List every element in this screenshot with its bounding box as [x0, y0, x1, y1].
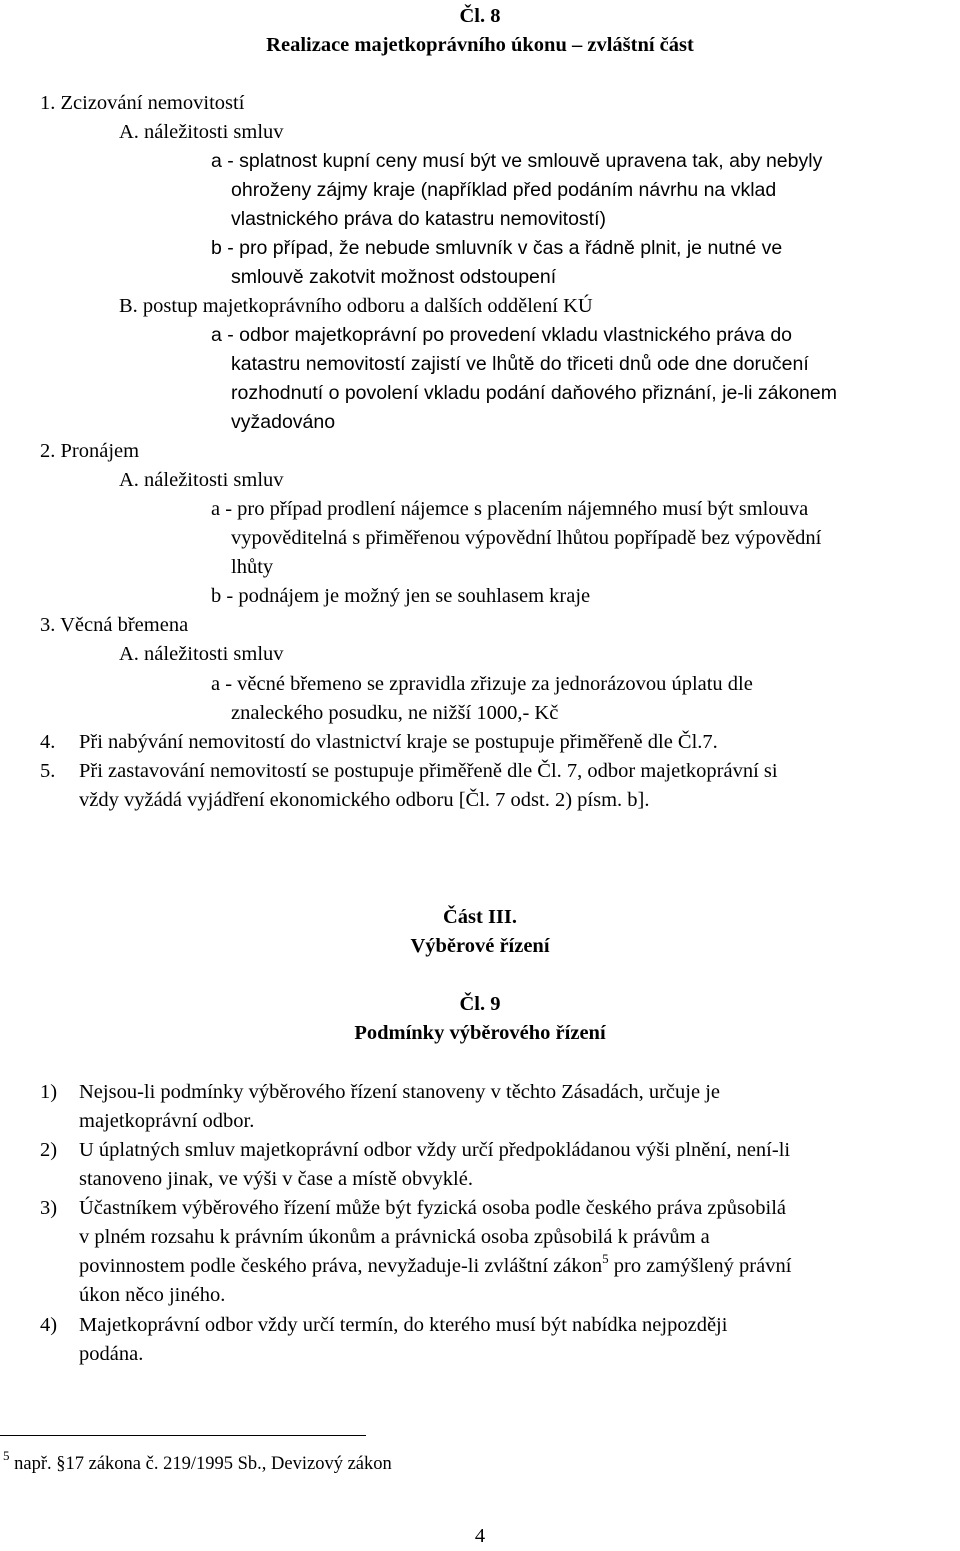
list-item-line [79, 1252, 791, 1281]
list-item-text: pro zamýšlený právní [613, 1255, 792, 1277]
paragraph-line: b - podnájem je možný jen se souhlasem kraje [211, 585, 591, 607]
paragraph-line: znaleckého posudku, ne nižší 1000,- Kč [231, 702, 559, 724]
paragraph-line: Při zastavování nemovitostí se postupuje přiměřeně dle Čl. 7, odbor majetkoprávní si [79, 760, 778, 782]
footnote-text: např. §17 zákona č. 219/1995 Sb., Devizový zákon [14, 1454, 392, 1474]
subsection-label: B. postup majetkoprávního odboru a dalších oddělení KÚ [119, 295, 593, 317]
paragraph-line: lhůty [231, 556, 274, 578]
list-item-line: podána. [79, 1343, 144, 1365]
subsection-label: A. náležitosti smluv [119, 469, 284, 491]
list-item-number: 1) [40, 1081, 58, 1103]
page-number: 4 [474, 1525, 486, 1547]
list-item-line: Majetkoprávní odbor vždy určí termín, do kterého musí být nabídka nejpozději [79, 1314, 728, 1336]
list-item-number: 4) [40, 1314, 58, 1336]
section-number: 4. [40, 731, 56, 753]
subsection-label: A. náležitosti smluv [119, 121, 284, 143]
list-item-line: majetkoprávní odbor. [79, 1110, 255, 1132]
paragraph-line: vždy vyžádá vyjádření ekonomického odboru [Čl. 7 odst. 2) písm. b]. [79, 789, 650, 811]
paragraph-line: a - věcné břemeno se zpravidla zřizuje za jednorázovou úplatu dle [211, 673, 753, 695]
list-item-line: v plném rozsahu k právním úkonům a právnická osoba způsobilá k právům a [79, 1226, 710, 1248]
footnote-divider [0, 1435, 366, 1436]
paragraph-line: a - pro případ prodlení nájemce s placením nájemného musí být smlouva [211, 498, 809, 520]
footnote-mark: 5 [3, 1448, 10, 1463]
list-item-line: U úplatných smluv majetkoprávní odbor vždy určí předpokládanou výši plnění, není-li [79, 1139, 791, 1161]
article-title: Realizace majetkoprávního úkonu – zvláštní část [266, 34, 694, 56]
list-item-line: Nejsou-li podmínky výběrového řízení stanoveny v těchto Zásadách, určuje je [79, 1081, 720, 1103]
article-number: Čl. 8 [459, 5, 501, 27]
section-heading: 2. Pronájem [40, 440, 140, 462]
article-title: Podmínky výběrového řízení [354, 1022, 606, 1044]
paragraph-line: vypověditelná s přiměřenou výpovědní lhůtou popřípadě bez výpovědní [231, 527, 822, 549]
article-number: Čl. 9 [459, 993, 501, 1015]
list-item-number: 3) [40, 1197, 58, 1219]
part-title: Část III. [442, 906, 518, 928]
paragraph-line: vyžadováno [231, 411, 336, 433]
list-item-line: úkon něco jiného. [79, 1284, 226, 1306]
section-number: 5. [40, 760, 56, 782]
paragraph-line: b - pro případ, že nebude smluvník v čas a řádně plnit, je nutné ve [211, 237, 783, 259]
paragraph-line: a - splatnost kupní ceny musí být ve smlouvě upravena tak, aby nebyly [211, 150, 823, 172]
paragraph-line: rozhodnutí o povolení vkladu podání daňového přiznání, je-li zákonem [231, 382, 837, 404]
list-item-text: povinnostem podle českého práva, nevyžaduje-li zvláštní zákon [79, 1255, 603, 1277]
paragraph-line: smlouvě zakotvit možnost odstoupení [231, 266, 557, 288]
list-item-number: 2) [40, 1139, 58, 1161]
paragraph-line: a - odbor majetkoprávní po provedení vkladu vlastnického práva do [211, 324, 793, 346]
section-heading: 3. Věcná břemena [40, 614, 189, 636]
paragraph-line: katastru nemovitostí zajistí ve lhůtě do třiceti dnů ode dne doručení [231, 353, 809, 375]
footnote [3, 1450, 392, 1479]
section-heading: 1. Zcizování nemovitostí [40, 92, 245, 114]
list-item-line: Účastníkem výběrového řízení může být fyzická osoba podle českého práva způsobilá [79, 1197, 786, 1219]
part-subtitle: Výběrové řízení [410, 935, 550, 957]
list-item-line: stanoveno jinak, ve výši v čase a místě obvyklé. [79, 1168, 473, 1190]
paragraph-line: ohroženy zájmy kraje (například před podáním návrhu na vklad [231, 179, 777, 201]
paragraph-line: vlastnického práva do katastru nemovitostí) [231, 208, 607, 230]
footnote-ref: 5 [602, 1251, 609, 1266]
subsection-label: A. náležitosti smluv [119, 643, 284, 665]
paragraph-line: Při nabývání nemovitostí do vlastnictví kraje se postupuje přiměřeně dle Čl.7. [79, 731, 718, 753]
